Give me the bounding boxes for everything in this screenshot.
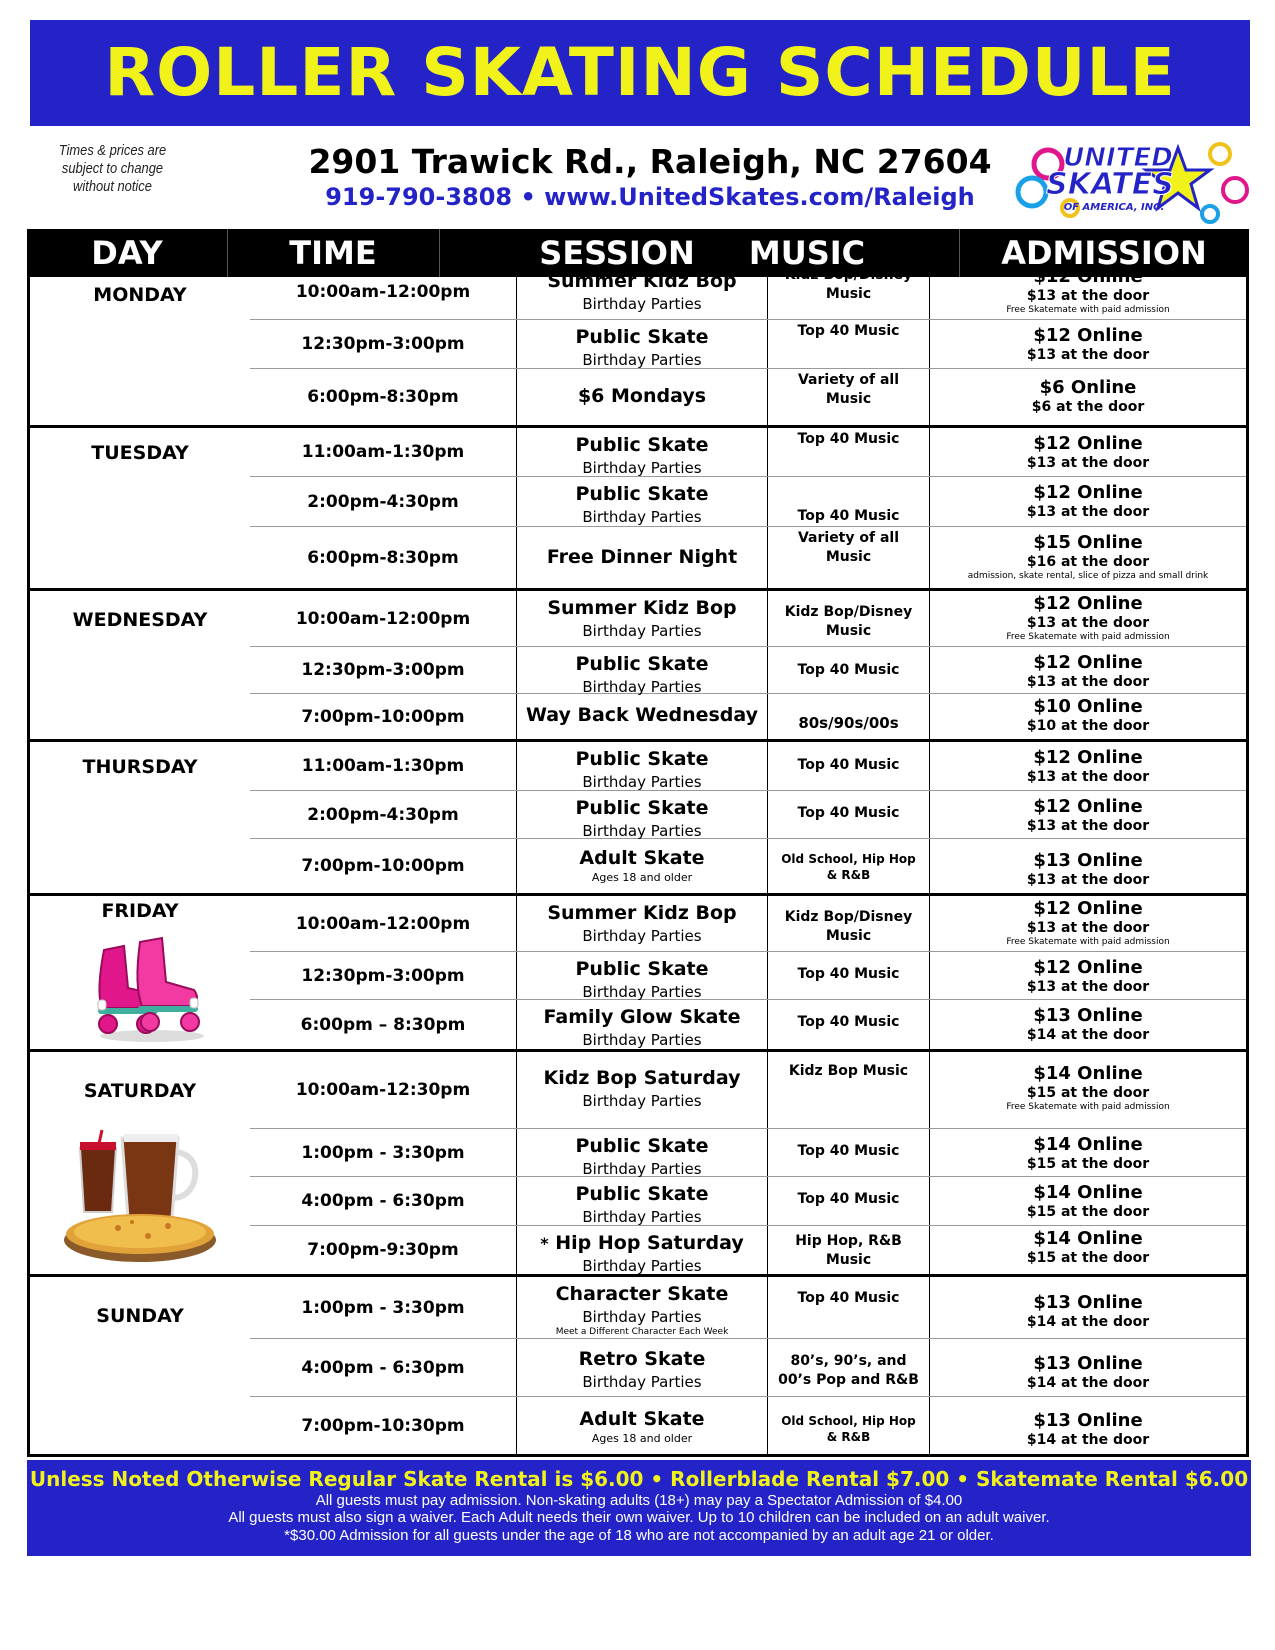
row-time: 7:00pm-9:30pm [307, 1240, 459, 1260]
row-time: 7:00pm-10:00pm [301, 706, 465, 727]
row-session [516, 1397, 768, 1454]
row-session [516, 1339, 768, 1396]
price-online: $12 Online [1033, 747, 1143, 768]
row-admission [930, 839, 1246, 893]
session-sub: Birthday Parties [582, 773, 702, 791]
row-admission [930, 647, 1246, 693]
session-sub: Birthday Parties [582, 295, 702, 313]
price-door: $13 at the door [1026, 979, 1150, 995]
price-door: $14 at the door [1026, 1314, 1150, 1330]
session-sub: Birthday Parties [582, 822, 702, 840]
logo-word-skates: SKATES [1046, 167, 1174, 202]
row-time: 7:00pm-10:30pm [301, 1415, 465, 1436]
row-time: 1:00pm - 3:30pm [301, 1142, 465, 1163]
footer-minor-note: *$30.00 Admission for all guests under the age of 18 who are not accompanied by an adult age 21 or older. [284, 1527, 994, 1544]
price-door: $10 at the door [1026, 718, 1150, 734]
price-online: $12 Online [1033, 593, 1143, 614]
price-online: $12 Online [1033, 796, 1143, 817]
price-door: $15 at the door [1026, 1156, 1150, 1172]
footer-waiver-note: All guests must also sign a waiver. Each Adult needs their own waiver. Up to 10 children can be included on an adult waiver. [228, 1509, 1050, 1526]
session-sub: Birthday Parties [582, 459, 702, 477]
row-music: Old School, Hip Hop & R&B [768, 839, 930, 893]
row-music: Top 40 Music [768, 1000, 930, 1049]
price-door: $14 at the door [1026, 1027, 1150, 1043]
day-block-sunday [27, 1277, 1249, 1457]
price-online: $12 Online [1033, 957, 1143, 978]
session-name: Public Skate [575, 434, 709, 456]
row-session [516, 694, 768, 739]
header-admission: ADMISSION [1001, 234, 1207, 272]
row-time: 11:00am-1:30pm [301, 756, 465, 776]
price-door: $6 at the door [1031, 399, 1145, 415]
row-music: Kidz Bop/Disney Music [768, 264, 930, 319]
row-session [516, 896, 768, 951]
row-time: 10:00am-12:00pm [295, 913, 471, 934]
row-music: 80’s, 90’s, and 00’s Pop and R&B [768, 1339, 930, 1396]
price-note: Free Skatemate with paid admission [1006, 937, 1170, 947]
session-name: $6 Mondays [577, 385, 707, 407]
roller-skate-icon [90, 932, 210, 1044]
row-admission [930, 320, 1246, 368]
session-sub: Birthday Parties [582, 678, 702, 696]
row-admission [930, 369, 1246, 425]
row-admission [930, 527, 1246, 588]
row-session [516, 839, 768, 893]
session-sub: Birthday Parties [582, 1257, 702, 1275]
row-admission [930, 1397, 1246, 1454]
row-admission [930, 264, 1246, 319]
row-time: 12:30pm-3:00pm [301, 965, 465, 986]
row-admission [930, 1129, 1246, 1176]
row-music: Top 40 Music [768, 742, 930, 790]
row-time: 10:00am-12:00pm [295, 281, 471, 302]
row-time: 7:00pm-10:00pm [301, 856, 465, 876]
session-sub: Birthday Parties [582, 1092, 702, 1110]
price-online: $13 Online [1033, 1353, 1143, 1374]
session-name: Summer Kidz Bop [547, 597, 737, 619]
row-admission [930, 791, 1246, 838]
session-name: Family Glow Skate [543, 1006, 741, 1028]
session-name: Public Skate [575, 653, 709, 675]
schedule-row [250, 1226, 1246, 1274]
session-small-note: Meet a Different Character Each Week [555, 1327, 729, 1337]
row-music: Top 40 Music [768, 428, 930, 476]
price-online: $13 Online [1033, 1292, 1143, 1313]
schedule-row [250, 694, 1246, 739]
price-door: $13 at the door [1026, 769, 1150, 785]
schedule-row [250, 264, 1246, 320]
schedule-row [250, 1397, 1246, 1454]
session-name: Free Dinner Night [546, 546, 738, 568]
row-session [516, 647, 768, 696]
price-door: $14 at the door [1026, 1432, 1150, 1448]
header-session: SESSION [539, 234, 695, 272]
row-admission [930, 1052, 1246, 1128]
row-music: 80s/90s/00s [768, 694, 930, 739]
price-door: $14 at the door [1026, 1375, 1150, 1391]
row-session [516, 527, 768, 588]
session-sub: Birthday Parties [582, 1208, 702, 1226]
price-door: $13 at the door [1026, 455, 1150, 471]
schedule-row [250, 839, 1246, 893]
session-sub: Birthday Parties [582, 1031, 702, 1049]
day-name: SUNDAY [96, 1305, 184, 1327]
row-admission [930, 952, 1246, 999]
session-name: Public Skate [575, 1135, 709, 1157]
session-sub: Birthday Parties [582, 351, 702, 369]
day-block-saturday [27, 1052, 1249, 1277]
row-admission [930, 1000, 1246, 1049]
footer-banner [27, 1460, 1251, 1556]
row-time: 1:00pm - 3:30pm [301, 1297, 465, 1318]
session-sub: Birthday Parties [582, 1160, 702, 1178]
row-time: 2:00pm-4:30pm [307, 491, 459, 512]
row-music: Top 40 Music [768, 952, 930, 999]
day-name: FRIDAY [101, 900, 179, 922]
header-time: TIME [289, 234, 377, 272]
session-name-text: Hip Hop Saturday [555, 1232, 744, 1254]
row-admission [930, 742, 1246, 790]
row-admission [930, 591, 1246, 646]
session-name: Public Skate [575, 797, 709, 819]
row-time: 4:00pm - 6:30pm [301, 1191, 465, 1211]
row-session [516, 320, 768, 368]
row-time: 10:00am-12:00pm [295, 608, 471, 629]
day-name: THURSDAY [82, 756, 198, 778]
price-door: $13 at the door [1026, 920, 1150, 936]
session-sub: Birthday Parties [582, 1308, 702, 1326]
price-online: $6 Online [1039, 377, 1137, 398]
schedule-row [250, 952, 1246, 1000]
schedule-row [250, 1000, 1246, 1049]
day-name: WEDNESDAY [72, 609, 208, 631]
row-time: 6:00pm-8:30pm [307, 387, 459, 407]
price-online: $13 Online [1033, 1005, 1143, 1026]
row-admission [930, 1177, 1246, 1225]
row-session [516, 952, 768, 999]
row-admission [930, 477, 1246, 526]
price-door: $15 at the door [1026, 1204, 1150, 1220]
row-time: 2:00pm-4:30pm [307, 804, 459, 825]
session-sub: Birthday Parties [582, 508, 702, 526]
pizza-and-drinks-icon [58, 1128, 218, 1268]
row-music: Kidz Bop Music [768, 1052, 930, 1128]
session-name [517, 1231, 767, 1256]
schedule-row [250, 1339, 1246, 1397]
price-online: $15 Online [1033, 532, 1143, 553]
price-online: $14 Online [1033, 1063, 1143, 1084]
schedule-row [250, 320, 1246, 369]
row-music: Top 40 Music [768, 320, 930, 368]
row-music: Hip Hop, R&B Music [768, 1226, 930, 1274]
price-door: $13 at the door [1026, 288, 1150, 304]
price-online: $12 Online [1033, 652, 1143, 673]
schedule-row [250, 1052, 1246, 1129]
day-name: SATURDAY [83, 1080, 197, 1102]
price-note: admission, skate rental, slice of pizza and small drink [967, 571, 1209, 581]
row-music: Variety of all Music [768, 369, 930, 425]
price-door: $15 at the door [1026, 1085, 1150, 1101]
row-session [516, 791, 768, 838]
contact-line[interactable]: 919-790-3808 • www.UnitedSkates.com/Raleigh [325, 183, 975, 211]
footer-admission-note: All guests must pay admission. Non-skating adults (18+) may pay a Spectator Admission of $4.00 [315, 1492, 963, 1509]
day-name: MONDAY [93, 284, 187, 306]
price-online: $14 Online [1033, 1182, 1143, 1203]
schedule-row [250, 647, 1246, 694]
row-music: Kidz Bop/Disney Music [768, 896, 930, 951]
row-music: Old School, Hip Hop & R&B [768, 1397, 930, 1454]
row-music: Top 40 Music [768, 791, 930, 838]
session-small-note: Ages 18 and older [591, 871, 693, 884]
price-online: $12 Online [1033, 433, 1143, 454]
day-block-thursday [27, 742, 1249, 896]
row-time: 11:00am-1:30pm [301, 442, 465, 462]
session-name: Kidz Bop Saturday [543, 1067, 741, 1089]
header-music: MUSIC [748, 234, 866, 272]
session-name: Public Skate [575, 958, 709, 980]
row-session [516, 742, 768, 790]
price-online: $10 Online [1033, 696, 1143, 717]
row-music: Top 40 Music [768, 647, 930, 693]
schedule-row [250, 428, 1246, 477]
logo-word-america: OF AMERICA, INC. [1063, 202, 1165, 213]
row-session [516, 428, 768, 476]
session-name: Character Skate [555, 1283, 729, 1305]
day-block-monday [27, 264, 1249, 428]
price-online: $13 Online [1033, 850, 1143, 871]
row-admission [930, 1226, 1246, 1274]
row-session [516, 1052, 768, 1128]
row-session [516, 1226, 768, 1274]
price-online: $13 Online [1033, 1410, 1143, 1431]
day-block-friday [27, 896, 1249, 1052]
united-skates-logo [1010, 130, 1250, 230]
price-online: $12 Online [1033, 325, 1143, 346]
schedule-row [250, 791, 1246, 839]
rental-prices: Unless Noted Otherwise Regular Skate Rental is $6.00 • Rollerblade Rental $7.00 • Skatemate Rental $6.00 [29, 1467, 1249, 1491]
title-banner [30, 20, 1250, 126]
logo-graphic [1010, 130, 1250, 230]
asterisk-mark: * [540, 1234, 549, 1253]
session-name: Adult Skate [579, 847, 705, 869]
schedule-row [250, 1177, 1246, 1226]
price-door: $13 at the door [1026, 504, 1150, 520]
row-music: Top 40 Music [768, 1177, 930, 1225]
row-time: 10:00am-12:30pm [295, 1080, 471, 1100]
row-time: 12:30pm-3:00pm [301, 660, 465, 680]
schedule-row [250, 477, 1246, 527]
row-admission [930, 1277, 1246, 1338]
price-note: Free Skatemate with paid admission [1006, 632, 1170, 642]
schedule-row [250, 369, 1246, 425]
session-sub: Birthday Parties [582, 622, 702, 640]
price-online: $14 Online [1033, 1228, 1143, 1249]
row-time: 6:00pm-8:30pm [307, 547, 459, 568]
price-door: $13 at the door [1026, 674, 1150, 690]
price-notice: Times & prices are subject to change without notice [58, 142, 167, 195]
logo-word-united: UNITED [1063, 143, 1173, 173]
price-note: Free Skatemate with paid admission [1006, 305, 1170, 315]
row-time: 12:30pm-3:00pm [301, 334, 465, 354]
header-day: DAY [91, 234, 163, 272]
row-music: Kidz Bop/Disney Music [768, 591, 930, 646]
session-sub: Birthday Parties [582, 1373, 702, 1391]
price-online: $12 Online [1033, 482, 1143, 503]
row-session [516, 1277, 768, 1338]
row-session [516, 369, 768, 425]
row-admission [930, 694, 1246, 739]
price-door: $15 at the door [1026, 1250, 1150, 1266]
price-note: Free Skatemate with paid admission [1006, 1102, 1170, 1112]
price-online: $14 Online [1033, 1134, 1143, 1155]
session-name: Retro Skate [578, 1348, 706, 1370]
page-title: ROLLER SKATING SCHEDULE [104, 34, 1176, 111]
schedule-row [250, 527, 1246, 588]
row-music: Variety of all Music [768, 527, 930, 588]
price-door: $13 at the door [1026, 347, 1150, 363]
price-door: $13 at the door [1026, 872, 1150, 888]
session-sub: Birthday Parties [582, 927, 702, 945]
row-music: Top 40 Music [768, 1129, 930, 1176]
row-time: 4:00pm - 6:30pm [301, 1357, 465, 1378]
row-session [516, 591, 768, 646]
row-music: Top 40 Music [768, 477, 930, 526]
row-session [516, 1000, 768, 1049]
schedule-row [250, 742, 1246, 791]
session-name: Adult Skate [579, 1408, 705, 1430]
row-music: Top 40 Music [768, 1277, 930, 1338]
session-name: Way Back Wednesday [525, 704, 759, 726]
row-time: 6:00pm – 8:30pm [300, 1014, 466, 1035]
schedule-row [250, 1277, 1246, 1339]
price-door: $13 at the door [1026, 818, 1150, 834]
session-name: Public Skate [575, 1183, 709, 1205]
schedule-row [250, 591, 1246, 647]
day-block-wednesday [27, 591, 1249, 742]
schedule-row [250, 1129, 1246, 1177]
row-admission [930, 1339, 1246, 1396]
row-session [516, 1129, 768, 1176]
price-online: $12 Online [1033, 898, 1143, 919]
row-session [516, 264, 768, 319]
session-name: Public Skate [575, 326, 709, 348]
row-session [516, 1177, 768, 1225]
price-door: $13 at the door [1026, 615, 1150, 631]
session-name: Summer Kidz Bop [547, 270, 737, 292]
schedule-row [250, 896, 1246, 952]
rink-address: 2901 Trawick Rd., Raleigh, NC 27604 [308, 142, 992, 181]
day-name: TUESDAY [91, 442, 189, 464]
row-admission [930, 896, 1246, 951]
session-name: Public Skate [575, 483, 709, 505]
price-online: $12 Online [1033, 266, 1143, 287]
day-block-tuesday [27, 428, 1249, 591]
row-admission [930, 428, 1246, 476]
price-door: $16 at the door [1026, 554, 1150, 570]
session-sub: Birthday Parties [582, 983, 702, 1001]
row-session [516, 477, 768, 526]
session-small-note: Ages 18 and older [591, 1432, 693, 1445]
session-name: Public Skate [575, 748, 709, 770]
session-name: Summer Kidz Bop [547, 902, 737, 924]
